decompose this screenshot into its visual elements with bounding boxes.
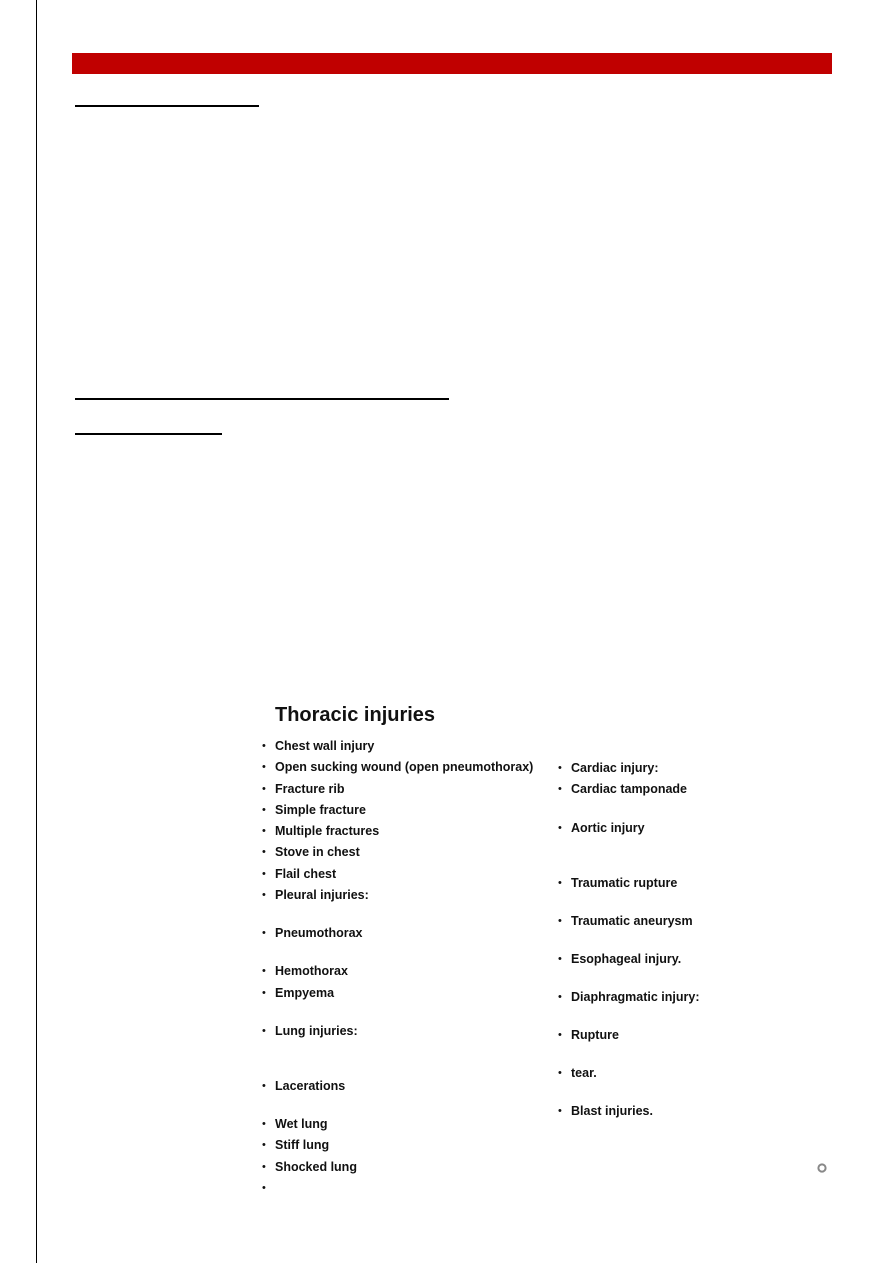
list-item-label: Cardiac tamponade: [571, 782, 688, 797]
list-item-label: Stiff lung: [275, 1138, 330, 1153]
list-item-label: • Esophageal injury.: [571, 951, 682, 966]
list-item: [262, 924, 552, 962]
list-item: [558, 759, 758, 780]
thoracic-injuries-left-list: [262, 737, 552, 1199]
heading-underline-3: [75, 433, 222, 435]
list-item-label: • Lung injuries:: [275, 1023, 358, 1038]
list-item: [262, 758, 552, 779]
list-item: [558, 950, 758, 988]
list-item: [558, 912, 758, 933]
list-item-label: Stove in chest: [275, 845, 360, 860]
list-item: [262, 1022, 552, 1060]
list-item-label: Multiple fractures: [275, 824, 380, 839]
list-item-label: tear.: [571, 1066, 597, 1081]
list-item: [558, 780, 758, 801]
list-item: [558, 874, 758, 912]
list-item-label: Pleural injuries:: [275, 888, 369, 903]
list-item-label: • Rupture: [571, 1028, 619, 1043]
list-item: [262, 1115, 552, 1136]
list-item: [262, 962, 552, 983]
header-band: [72, 53, 832, 74]
list-item: [262, 1158, 552, 1179]
list-item: [558, 819, 758, 857]
list-item-label: • Blast injuries.: [571, 1104, 653, 1119]
circle-page-mark-icon: [817, 1163, 827, 1173]
heading-underline-1: [75, 105, 259, 107]
list-item-label: Empyema: [275, 985, 335, 1000]
list-item-label: Shocked lung: [275, 1159, 357, 1174]
heading-underline-2: [75, 398, 449, 400]
list-item: [558, 1026, 758, 1064]
list-item: [262, 1077, 552, 1115]
list-item: [262, 1136, 552, 1157]
list-item-label: Fracture rib: [275, 781, 345, 796]
list-item: [262, 801, 552, 822]
list-item: [558, 1064, 758, 1085]
list-item-label: Wet lung: [275, 1116, 328, 1131]
list-item-label: Chest wall injury: [275, 739, 375, 753]
list-item: [262, 1179, 552, 1199]
list-item: [262, 737, 552, 758]
page-margin-rule: [36, 0, 37, 1263]
list-item: [558, 1102, 758, 1140]
list-item-label: Traumatic aneurysm: [571, 913, 693, 928]
list-item: [262, 865, 552, 886]
list-item-label: Open sucking wound (open pneumothorax): [275, 760, 534, 775]
thoracic-injuries-right-list: [558, 759, 758, 1140]
list-item-label: Cardiac injury:: [571, 761, 659, 775]
list-item-label: Simple fracture: [275, 802, 367, 817]
list-item-label: • Pneumothorax: [275, 926, 363, 941]
list-item: [262, 822, 552, 843]
list-item: [558, 988, 758, 1009]
list-item-label: Diaphragmatic injury:: [571, 989, 700, 1004]
list-item: [262, 886, 552, 907]
list-item-label: Hemothorax: [275, 964, 348, 979]
list-item-label: • Aortic injury: [571, 820, 645, 835]
list-item-label: • Lacerations: [275, 1078, 346, 1093]
figure-title: Thoracic injuries: [275, 704, 436, 726]
list-item-label: • Traumatic rupture: [571, 875, 678, 890]
list-item-label: Flail chest: [275, 866, 337, 881]
list-item: [262, 984, 552, 1005]
list-item: [262, 843, 552, 864]
list-item: [262, 780, 552, 801]
